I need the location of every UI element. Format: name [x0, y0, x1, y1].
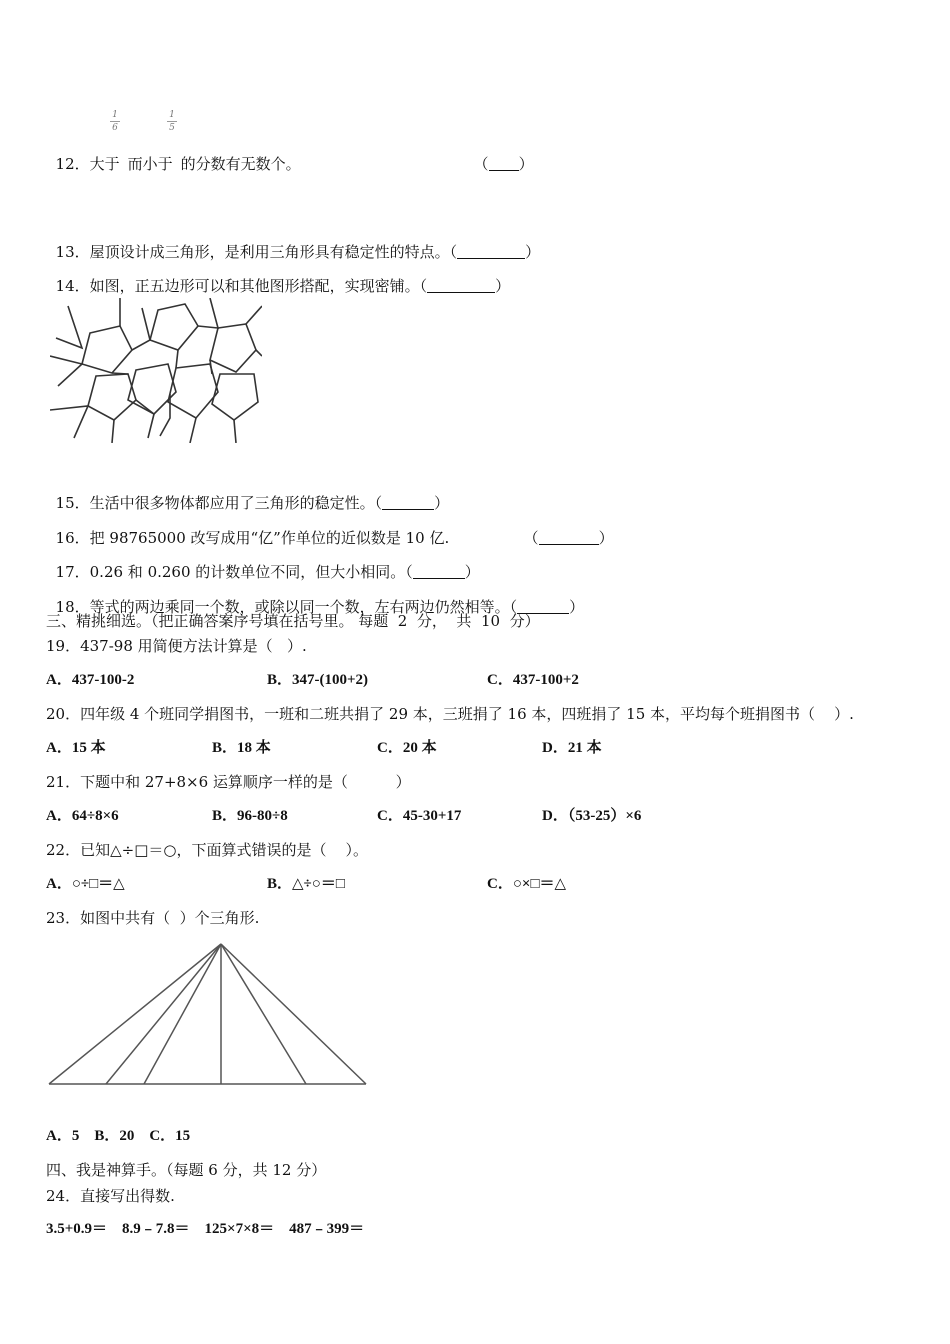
q12-paren-close: ） [518, 155, 534, 173]
frac1-num: 1 [112, 110, 118, 120]
q14-text: 14．如图，正五边形可以和其他图形搭配，实现密铺。（ [55, 277, 428, 295]
q20-option-a[interactable]: A．15 本 [46, 740, 106, 756]
q22-option-b[interactable]: B．△÷○＝□ [267, 876, 345, 892]
q17-text: 17．0.26 和 0.260 的计数单位不同，但大小相同。（ [55, 563, 413, 581]
triangle-count-figure [44, 938, 374, 1090]
q12-middle: 而小于 [127, 155, 173, 173]
q17-paren-close: ） [464, 563, 480, 581]
q18-paren-close: ） [569, 598, 585, 616]
question-17 [46, 542, 480, 582]
frac1-den: 6 [112, 123, 118, 133]
section-4-heading: 四、我是神算手。（每题 6 分，共 12 分） [46, 1161, 327, 1179]
q16-paren-open: （ [523, 529, 539, 547]
q21-option-d[interactable]: D．（53-25）×6 [542, 808, 642, 824]
fraction-one-fifth [167, 110, 177, 133]
question-19-stem: 19．437-98 用简便方法计算是（ ）. [46, 637, 307, 655]
q16-answer-blank [514, 508, 614, 548]
q15-text: 15．生活中很多物体都应用了三角形的稳定性。（ [55, 494, 383, 512]
q19-option-b[interactable]: B．347-(100+2) [267, 672, 369, 688]
q19-option-a[interactable]: A．437-100-2 [46, 672, 135, 688]
question-14 [46, 256, 510, 296]
question-21-stem: 21．下题中和 27+8×6 运算顺序一样的是（ ） [46, 773, 411, 791]
q22-option-c[interactable]: C．○×□＝△ [487, 876, 567, 892]
q15-paren-close: ） [434, 494, 450, 512]
section-3-heading: 三、精挑细选。（把正确答案序号填在括号里。 每题 2 分， 共 10 分） [46, 612, 540, 630]
question-20-stem: 20．四年级 4 个班同学捐图书，一班和二班共捐了 29 本，三班捐了 16 本，四班捐了 15 本，平均每个班捐图书（ ）. [46, 705, 854, 723]
q14-paren-close: ） [495, 277, 511, 295]
pentagon [212, 374, 258, 420]
triangle-side-line [49, 944, 221, 1084]
q13-paren-close: ） [525, 243, 541, 261]
q12-number: 12． [55, 155, 90, 173]
pentagon [128, 364, 176, 414]
q12-paren-open: （ [473, 155, 489, 173]
pentagon-tessellation-figure [50, 298, 262, 443]
q12-before: 大于 [89, 155, 120, 173]
q21-option-b[interactable]: B．96-80÷8 [212, 808, 288, 824]
q13-text: 13．屋顶设计成三角形，是利用三角形具有稳定性的特点。（ [55, 243, 458, 261]
q23-options[interactable]: A．5 B．20 C．15 [46, 1128, 191, 1144]
question-22-stem: 22．已知△÷□＝○，下面算式错误的是（ ）。 [46, 841, 369, 859]
q16-paren-close: ） [598, 529, 614, 547]
q21-option-a[interactable]: A．64÷8×6 [46, 808, 119, 824]
triangle-inner-line [144, 944, 221, 1084]
q22-option-a[interactable]: A．○÷□＝△ [46, 876, 125, 892]
pentagon [210, 324, 256, 372]
pentagon [82, 326, 132, 373]
pentagon [150, 304, 198, 350]
frac2-num: 1 [169, 110, 175, 120]
frac2-den: 5 [169, 123, 175, 133]
question-15 [46, 473, 449, 513]
q20-option-b[interactable]: B．18 本 [212, 740, 271, 756]
question-24-stem: 24．直接写出得数. [46, 1187, 175, 1205]
q18-text: 18．等式的两边乘同一个数，或除以同一个数，左右两边仍然相等。（ [55, 598, 518, 616]
triangle-inner-line [106, 944, 221, 1084]
q12-answer-blank [464, 134, 534, 174]
q12-after: 的分数有无数个。 [180, 155, 301, 173]
q21-option-c[interactable]: C．45-30+17 [377, 808, 462, 824]
q20-option-c[interactable]: C．20 本 [377, 740, 437, 756]
fraction-one-sixth [110, 110, 120, 133]
q24-items: 3.5+0.9＝ 8.9﹣7.8＝ 125×7×8＝ 487﹣399＝ [46, 1221, 365, 1237]
question-23-stem: 23．如图中共有（ ）个三角形. [46, 909, 260, 927]
q16-text: 16．把 98765000 改写成用“亿”作单位的近似数是 10 亿. [55, 529, 450, 547]
question-12 [46, 134, 301, 174]
q19-option-c[interactable]: C．437-100+2 [487, 672, 579, 688]
q20-option-d[interactable]: D．21 本 [542, 740, 602, 756]
